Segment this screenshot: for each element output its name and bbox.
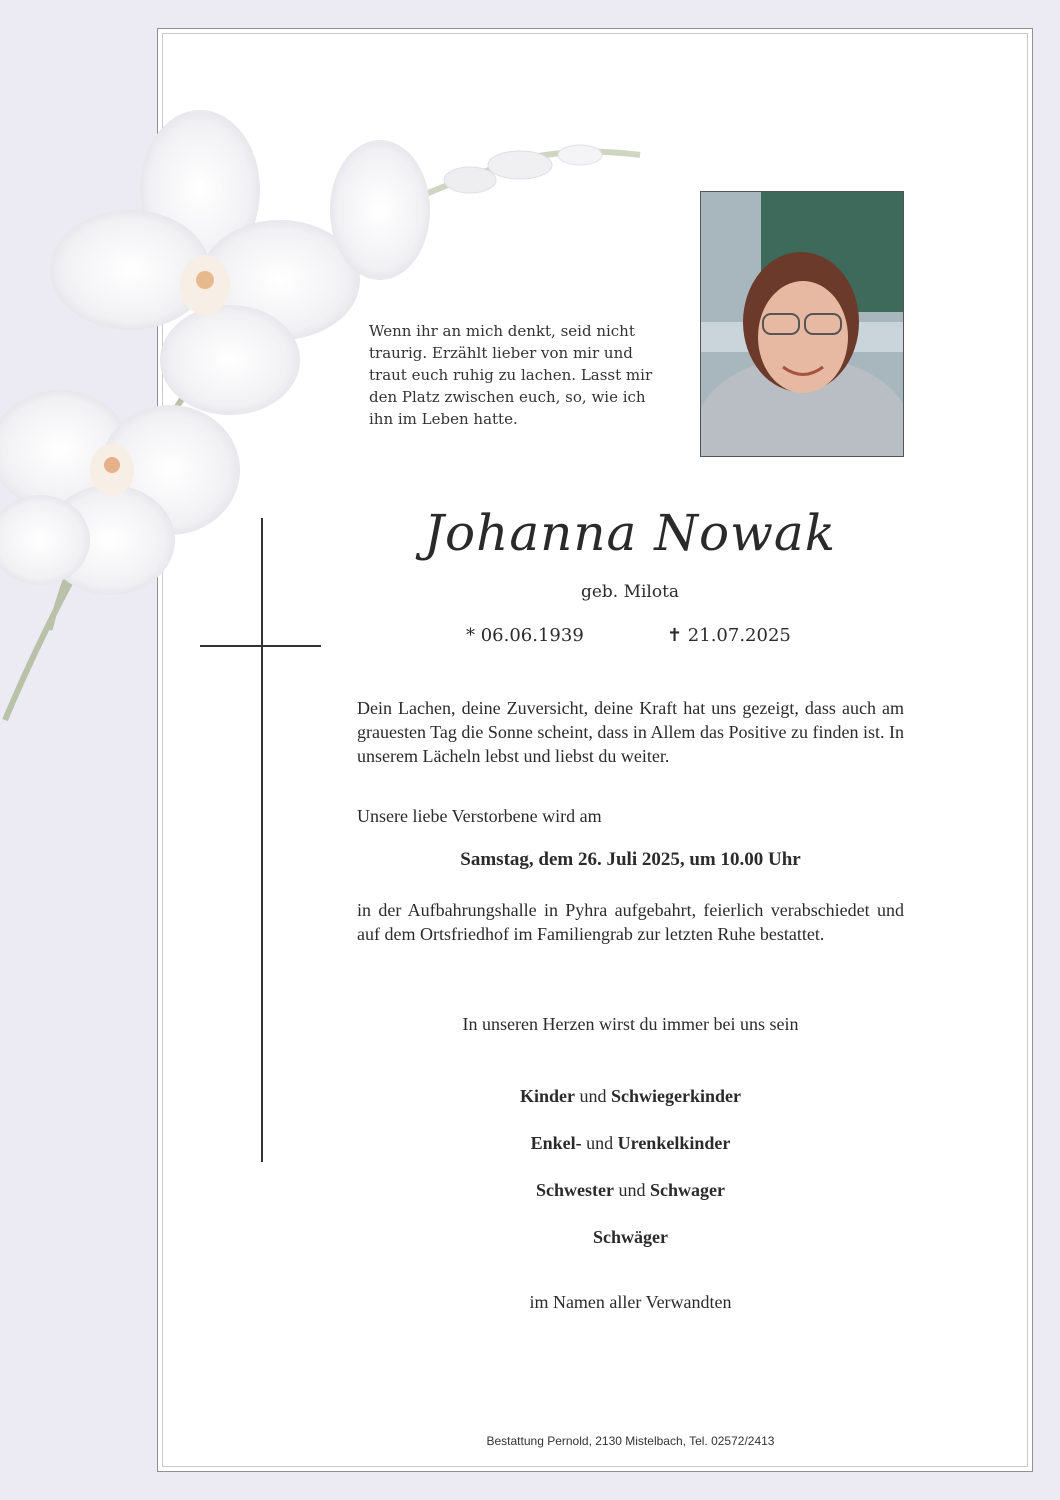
closing-line: In unseren Herzen wirst du immer bei uns sein bbox=[462, 1014, 799, 1034]
mourner-primary: Schwester bbox=[536, 1180, 614, 1200]
mourner-connector: und bbox=[575, 1086, 611, 1106]
mourner-secondary: Urenkelkinder bbox=[617, 1133, 731, 1153]
funeral-home-footer: Bestattung Pernold, 2130 Mistelbach, Tel. 02572/2413 bbox=[486, 1434, 775, 1448]
tribute-paragraph: Dein Lachen, deine Zuversicht, deine Kraft hat uns gezeigt, dass auch am grauesten Tag die Sonne scheint, dass in Allem das Positive zu finden ist. In unserem Lächeln lebst und liebst du weiter. bbox=[357, 698, 904, 766]
cross-horizontal-bar bbox=[200, 645, 321, 647]
mourner-line bbox=[357, 1133, 904, 1154]
mourner-line bbox=[357, 1086, 904, 1107]
relatives-line: im Namen aller Verwandten bbox=[529, 1292, 732, 1312]
deceased-name: Johanna Nowak bbox=[423, 504, 837, 562]
funeral-details: in der Aufbahrungshalle in Pyhra aufgebahrt, feierlich verabschiedet und auf dem Ortsfriedhof im Familiengrab zur letzten Ruhe bestattet. bbox=[357, 900, 904, 944]
cross-vertical-bar bbox=[261, 518, 263, 1162]
quote-text: Wenn ihr an mich denkt, seid nicht traurig. Erzählt lieber von mir und traut euch ruhig zu lachen. Lasst mir den Platz zwischen euch, so, wie ich ihn im Leben hatte. bbox=[369, 322, 653, 428]
mourner-connector: und bbox=[613, 1180, 650, 1200]
mourner-secondary: Schwiegerkinder bbox=[611, 1086, 741, 1106]
mourner-connector: und bbox=[581, 1133, 618, 1153]
birth-date: * 06.06.1939 bbox=[466, 625, 584, 646]
maiden-name: geb. Milota bbox=[580, 582, 680, 602]
mourner-primary: Kinder bbox=[519, 1086, 575, 1106]
death-date: ✝ 21.07.2025 bbox=[667, 625, 791, 646]
mourner-line bbox=[357, 1180, 904, 1201]
mourner-primary: Schwäger bbox=[593, 1227, 668, 1247]
mourner-line bbox=[357, 1227, 904, 1248]
mourner-primary: Enkel- bbox=[530, 1133, 582, 1153]
portrait-photo bbox=[700, 191, 904, 457]
announcement-intro: Unsere liebe Verstorbene wird am bbox=[357, 806, 602, 826]
funeral-date: Samstag, dem 26. Juli 2025, um 10.00 Uhr bbox=[460, 849, 801, 870]
mourner-secondary: Schwager bbox=[649, 1180, 725, 1200]
